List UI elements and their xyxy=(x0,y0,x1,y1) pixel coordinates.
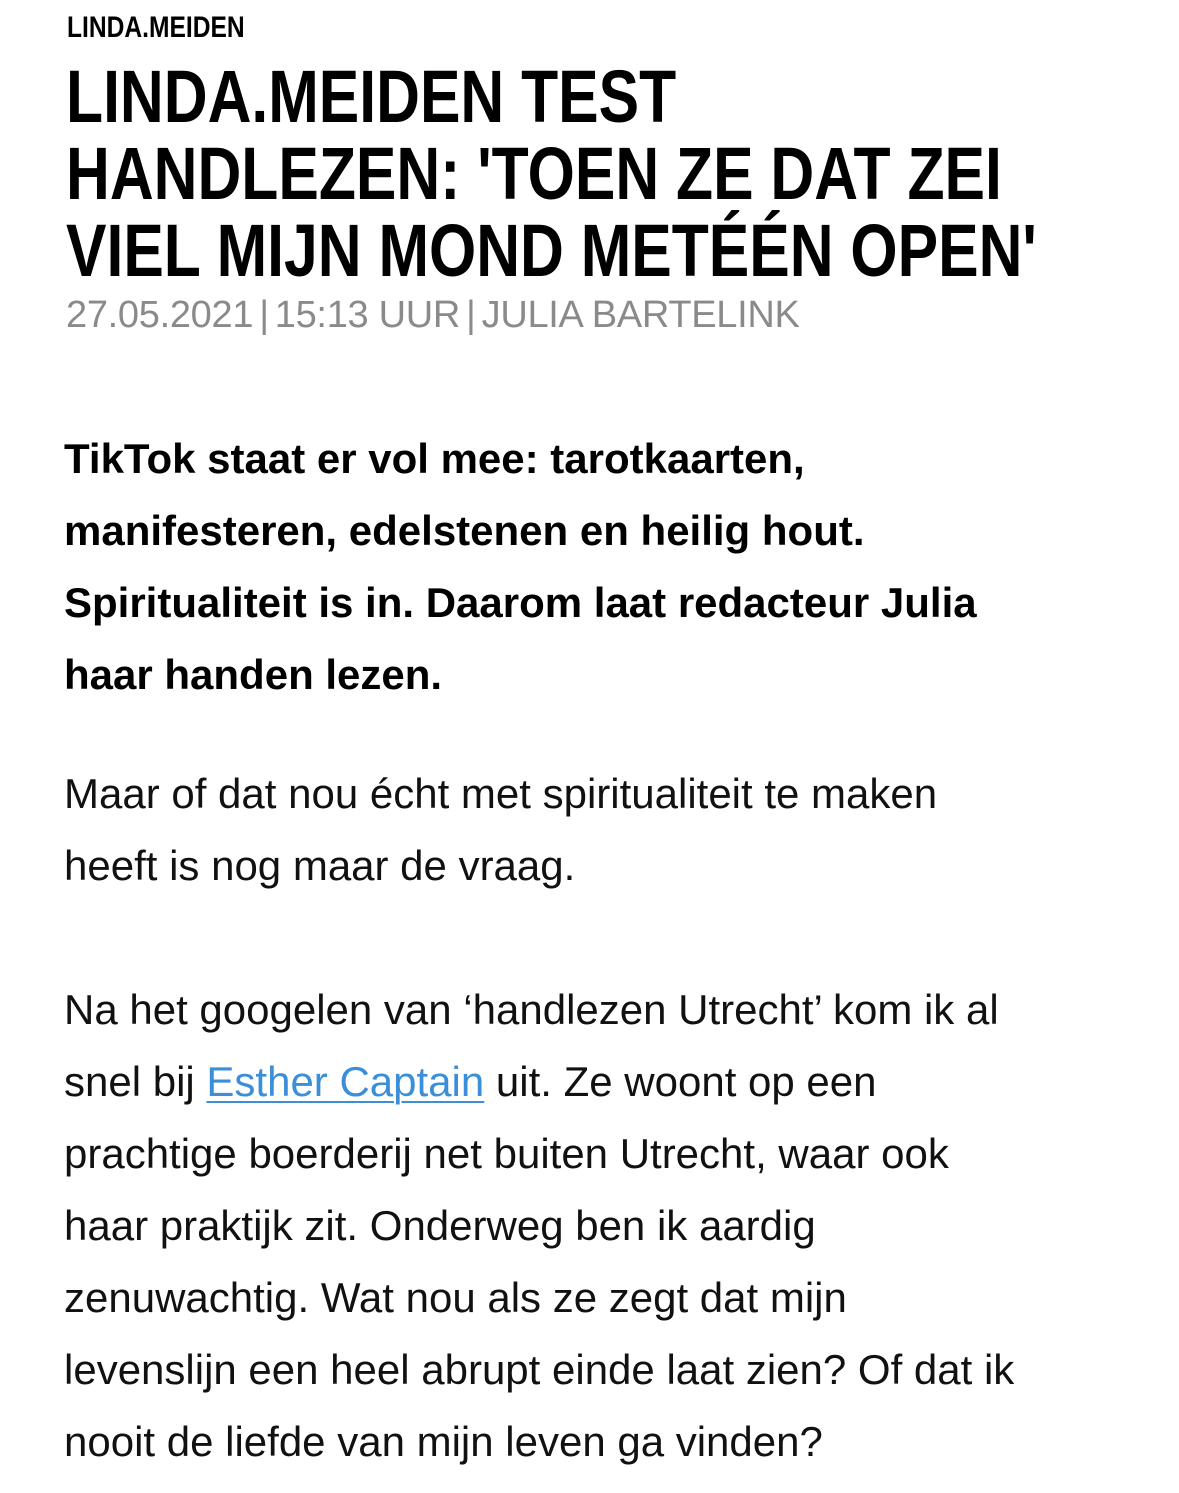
paragraph-line xyxy=(64,1046,1134,1118)
lead-line: Spiritualiteit is in. Daarom laat redacteur Julia xyxy=(64,579,977,626)
publish-date: 27.05.2021 xyxy=(66,294,254,336)
paragraph-line: haar praktijk zit. Onderweg ben ik aardig xyxy=(64,1202,816,1249)
paragraph-text: uit. Ze woont op een xyxy=(484,1058,877,1105)
author-name: JULIA BARTELINK xyxy=(481,294,800,336)
lead-line: TikTok staat er vol mee: tarotkaarten, xyxy=(64,435,805,482)
title-line: HANDLEZEN: 'TOEN ZE DAT ZEI xyxy=(66,132,1002,215)
paragraph-line: levenslijn een heel abrupt einde laat zien? Of dat ik xyxy=(64,1346,1015,1393)
body-paragraph xyxy=(64,974,1134,1478)
paragraph-text: snel bij xyxy=(64,1058,207,1105)
title-line: LINDA.MEIDEN TEST xyxy=(66,55,677,138)
publish-time: 15:13 UUR xyxy=(274,294,461,336)
category-label[interactable]: LINDA.MEIDEN xyxy=(67,11,245,44)
title-line: VIEL MIJN MOND METÉÉN OPEN' xyxy=(66,209,1037,292)
paragraph-line: prachtige boerderij net buiten Utrecht, waar ook xyxy=(64,1130,949,1177)
lead-line: haar handen lezen. xyxy=(64,651,443,698)
article-meta xyxy=(66,292,800,338)
paragraph-line: nooit de liefde van mijn leven ga vinden? xyxy=(64,1418,823,1465)
paragraph-line: Na het googelen van ‘handlezen Utrecht’ kom ik al xyxy=(64,986,999,1033)
article-lead xyxy=(64,423,1134,711)
paragraph-line: Maar of dat nou écht met spiritualiteit te maken xyxy=(64,770,938,817)
esther-captain-link[interactable]: Esther Captain xyxy=(206,1058,485,1105)
article-title xyxy=(66,55,1124,292)
paragraph-line: heeft is nog maar de vraag. xyxy=(64,842,576,889)
meta-separator: | xyxy=(259,294,269,336)
meta-separator: | xyxy=(466,294,476,336)
body-paragraph xyxy=(64,758,1134,902)
lead-line: manifesteren, edelstenen en heilig hout. xyxy=(64,507,865,554)
paragraph-line: zenuwachtig. Wat nou als ze zegt dat mijn xyxy=(64,1274,847,1321)
